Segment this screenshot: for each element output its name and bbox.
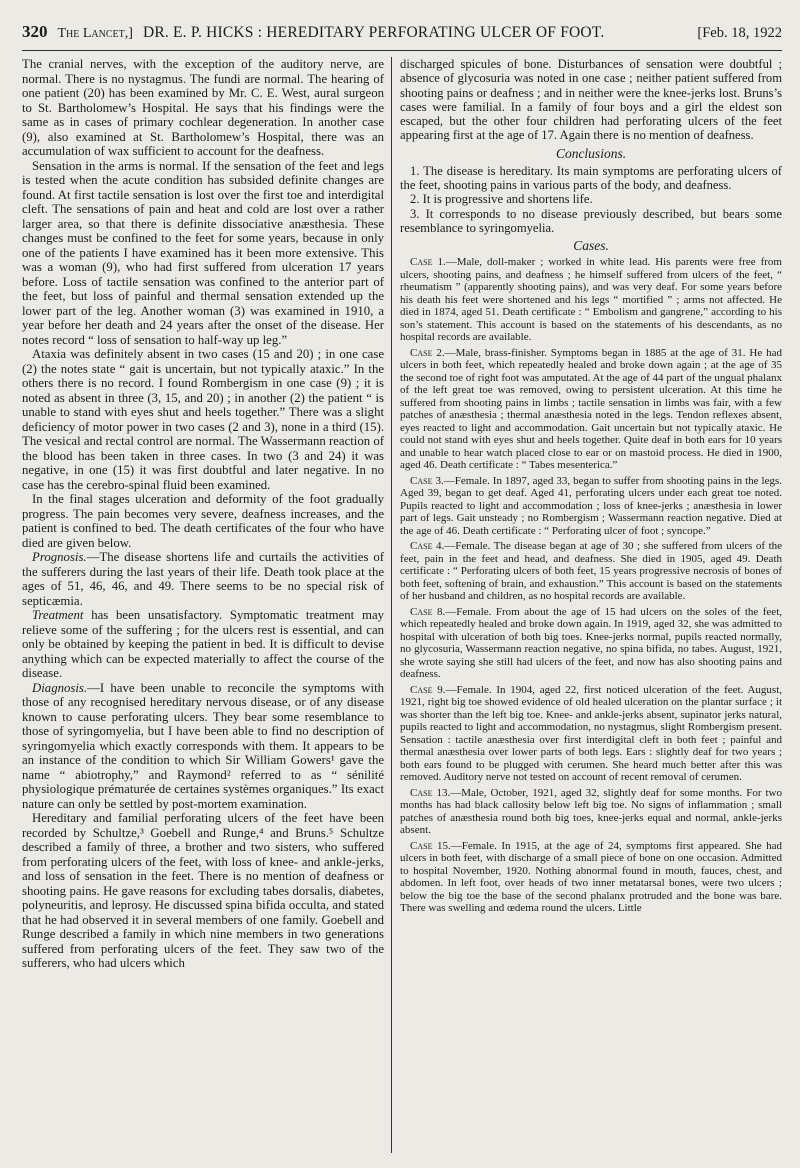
column-divider bbox=[391, 57, 392, 1153]
journal-name: The Lancet,] bbox=[57, 26, 133, 41]
text-columns bbox=[22, 57, 782, 1153]
body-paragraph bbox=[22, 492, 384, 550]
case-report bbox=[400, 347, 782, 472]
case-label: Case 9. bbox=[410, 683, 446, 696]
case-label: Case 8. bbox=[410, 605, 446, 618]
case-label: Case 2. bbox=[410, 346, 445, 359]
left-column bbox=[22, 57, 389, 1153]
cases-list bbox=[400, 256, 782, 915]
case-label: Case 1. bbox=[410, 256, 446, 269]
paragraph-text: Hereditary and familial perforating ulcers of the feet have been recorded by Schultze,³ Goebell and Runge,⁴ and Bruns.⁵ Schultze described a family of three, a brother and two sisters, who suffered from perforating ulcers of the feet, with loss of knee- and ankle-jerks, and loss of sensation in the feet. There is no mention of deafness or shooting pains. He gave reasons for excluding tabes dorsalis, diabetes, polyneuritis, and leprosy. He discussed spina bifida occulta, and stated that he had observed it in several members of one family. Goebell and Runge described a family in which nine members in two generations suffered from perforating ulcers of the feet. They saw two of the sufferers, who had ulcers which bbox=[22, 811, 385, 970]
running-header bbox=[22, 22, 782, 48]
right-column bbox=[394, 57, 782, 1153]
case-report bbox=[400, 256, 782, 344]
body-paragraph bbox=[22, 347, 384, 492]
case-text: —Female. In 1897, aged 33, began to suffer from shooting pains in the legs. Aged 39, began to get deaf. Aged 41, perforating ulcers under each great toe noted. Pupils reacted to light and accommodation ; loss of knee-jerks ; anæsthesia in lower part of legs. Gait unsteady ; no Rombergism ; Wassermann reaction negative. Died at the age of 46. Death certificate : “ Perforating ulcer of foot ; syncope.” bbox=[400, 474, 782, 537]
case-label: Case 15. bbox=[410, 839, 451, 852]
paragraph-text: —I have been unable to reconcile the symptoms with those of any recognised hereditary nervous disease, or of any disease known to cause perforating ulcers. They bear some resemblance to those of syringomyelia, but I have been able to find no description of syringomyelia which exactly corresponds with them. It appears to be an instance of the condition to which Sir William Gowers¹ gave the name “ abiotrophy,” and Raymond² referred to as “ sénilité physiologique prématurée de certaines systèmes organiques.” Its exact nature can only be settled by post-mortem examination. bbox=[22, 680, 385, 811]
paragraph-lead: Prognosis. bbox=[32, 550, 87, 564]
case-report bbox=[400, 840, 782, 915]
issue-date: [Feb. 18, 1922 bbox=[697, 25, 782, 41]
case-report bbox=[400, 684, 782, 784]
case-text: —Female. The disease began at age of 30 ; she suffered from ulcers of the feet, pain in the feet and head, and deafness. She died in 1905, aged 49. Death certificate : “ Perforating ulcers of both feet, 15 years progressive necrosis of bones of both feet, softening of brain, and exhaustion.” This account is based on the statements of her husband and children, as no hospital records are available. bbox=[400, 540, 782, 603]
paragraph-text: In the final stages ulceration and deformity of the foot gradually progress. The pain becomes very severe, deafness increases, and the patient is confined to bed. The death certificates of the four who have died are given below. bbox=[22, 492, 385, 550]
conclusion-item: 2. It is progressive and shortens life. bbox=[410, 192, 593, 207]
conclusion-item: 1. The disease is hereditary. Its main symptoms are perforating ulcers of the feet, shooting pains in various parts of the body, and deafness. bbox=[400, 163, 782, 193]
paragraph-lead: Treatment bbox=[32, 608, 84, 622]
case-report bbox=[400, 787, 782, 837]
case-report bbox=[400, 475, 782, 538]
body-paragraph bbox=[22, 811, 384, 971]
body-paragraph bbox=[22, 159, 384, 348]
page-number: 320 bbox=[22, 22, 48, 41]
body-paragraph bbox=[22, 550, 384, 608]
continued-paragraph: discharged spicules of bone. Disturbances of sensation were doubtful ; absence of glycosuria was noted in one case ; neither patient suffered from shooting pains or deafness ; and in neither were the knee-jerks lost. Bruns’s cases were familial. In a family of four boys and a girl the eldest son escaped, but the other four children had perforating ulcers of the feet appearing first at the age of 17. Again there is no mention of deafness. bbox=[400, 57, 782, 143]
case-text: —Male, October, 1921, aged 32, slightly deaf for some months. For two months has had black callosity below left big toe. No signs of inflammation ; small patches of anæsthesia round both big toes, knee-jerks equal and normal, ankle-jerks absent. bbox=[400, 786, 782, 837]
conclusions-list bbox=[400, 164, 782, 235]
paragraph-text: —The disease shortens life and curtails the activities of the sufferers during the last years of their life. Death took place at the ages of 51, 46, 46, and 49. There seems to be no special risk of septicæmia. bbox=[22, 550, 385, 608]
case-text: —Female. In 1915, at the age of 24, symptoms first appeared. She had ulcers in both feet, with discharge of a small piece of bone on one occasion. Admitted to hospital November, 1920. Nothing abnormal found in mouth, fauces, chest, and abdomen. In left foot, over heads of two inner metatarsal bones, were two ulcers ; below the big toe the base of the second phalanx protruded and the bone was bare. There was swelling and œdema round the ulcers. Little bbox=[400, 839, 782, 915]
cases-heading: Cases. bbox=[573, 238, 609, 254]
case-label: Case 4. bbox=[410, 540, 445, 553]
case-report bbox=[400, 540, 782, 603]
conclusions-heading: Conclusions. bbox=[555, 145, 627, 161]
paragraph-text: The cranial nerves, with the exception of the auditory nerve, are normal. There is no nystagmus. The fundi are normal. The hearing of one patient (20) has been examined by Mr. C. E. West, aural surgeon to St. Bartholomew’s Hospital. He says that his findings were the same as in cases of primary cochlear degeneration. In another case (9), also examined at St. Bartholomew’s Hospital, there was an accumulation of wax sufficient to account for the deafness. bbox=[22, 57, 385, 158]
case-text: —Female. From about the age of 15 had ulcers on the soles of the feet, which repeatedly healed and broke down again. In 1919, aged 32, she was admitted to hospital with ulceration of both big toes. Knee-jerks normal, pupils reacted normally, no glycosuria, Wassermann reaction negative, no spina bifida, no tabes. August, 1921, she wrote saying she still had ulcers of the feet, and now has also shooting pains and deafness. bbox=[400, 605, 782, 681]
article-title: DR. E. P. HICKS : HEREDITARY PERFORATING ULCER OF FOOT. bbox=[142, 24, 605, 41]
case-text: —Male, brass-finisher. Symptoms began in 1885 at the age of 31. He had ulcers in both feet, which repeatedly healed and broke down again ; at the age of 35 the second toe of right foot was amputated. At the age of 44 part of the ungual phalanx of the left great toe was removed, owing to persistent ulceration. At this time he suffered from shooting pains in limbs ; tactile sensation in limbs was fair, with a few patches of anæsthesia ; thermal anæsthesia noted in the legs. Tendon reflexes absent, eyes reacted to light and accommodation. Gait uncertain but not typically ataxic. He could not stand with eyes shut and heels together. Quite deaf in both ears for 10 years and unable to hear watch placed close to ear or on mastoid process. He died in 1900, aged 46. Death certificate : “ Tabes mesenterica.” bbox=[400, 346, 782, 472]
case-label: Case 13. bbox=[410, 786, 451, 799]
case-text: —Male, doll-maker ; worked in white lead. His parents were free from ulcers, shooting pains, and deafness ; he himself suffered from ulcers of the feet, “ rheumatism ” (apparently shooting pains), and was very deaf. For some years before his death his feet were shortened and his legs “ mortified ” ; arms not affected. He died in 1874, aged 51. Death certificate : “ Embolism and gangrene,” according to his son’s statement. This account is based on the statements of his descendants, as no hospital records are available. bbox=[400, 256, 782, 344]
conclusion-item: 3. It corresponds to no disease previously described, but bears some resemblance to syringomyelia. bbox=[400, 206, 782, 235]
paragraph-text: Sensation in the arms is normal. If the sensation of the feet and legs is tested when the acute condition has subsided definite changes are found. At first tactile sensation is lost over the first toe and interdigital cleft. The sensations of pain and heat and cold are lost over a rather larger area, so that there is definite dissociative anæsthesia. These changes must be confined to the feet for some years, because in only one of the patients I have examined has it been more extensive. This was a woman (9), who had first suffered from ulceration 17 years before. Loss of tactile sensation was confined to the anterior part of the feet, but loss of painful and thermal sensation extended up the lower part of the leg. Another woman (3) was examined in 1910, a year before her death and 24 years after the onset of the disease. Her notes record “ loss of sensation to half-way up leg.” bbox=[22, 158, 385, 347]
case-text: —Female. In 1904, aged 22, first noticed ulceration of the feet. August, 1921, right big toe showed evidence of old healed ulceration on the plantar surface ; it was shorter than the left big toe. Knee- and ankle-jerks absent, supinator jerks natural, pupils reacted to light and accommodation, no nystagmus, slight Rombergism present. Sensation : tactile anæsthesia over first interdigital cleft in both feet ; painful and thermal anæsthesia over lower parts of both legs. Ears : slightly deaf for two years ; both ears found to be plugged with cerumen. She heard much better after this was removed. Auditory nerve not tested on account of recent removal of cerumen. bbox=[400, 683, 782, 784]
paragraph-text: Ataxia was definitely absent in two cases (15 and 20) ; in one case (2) the notes state “ gait is uncertain, but not typically ataxic.” In the others there is no record. I found Rombergism in one case (9) ; it is noted as absent in three (3, 15, and 20) ; in another (2) the patient “ is unable to stand with eyes shut and heels together.” There was a slight deficiency of motor power in two cases (2 and 3), none in a third (15). The vesical and rectal control are normal. The Wassermann reaction of the blood has been taken in three cases. In two (3 and 24) it was negative, in one (15) it was first doubtful and later negative. In no case has the cerebro-spinal fluid been examined. bbox=[22, 347, 385, 492]
case-label: Case 3. bbox=[410, 474, 444, 487]
paragraph-lead: Diagnosis. bbox=[32, 680, 88, 695]
body-paragraph bbox=[22, 681, 384, 812]
body-paragraph bbox=[22, 57, 384, 159]
paragraph-text: has been unsatisfactory. Symptomatic treatment may relieve some of the suffering ; for the ulcers rest is essential, and can only be obtained by keeping the patient in bed. It is difficult to devise anything which can be expected materially to affect the course of the disease. bbox=[22, 608, 385, 680]
header-rule bbox=[22, 50, 782, 51]
body-paragraph bbox=[22, 608, 384, 681]
case-report bbox=[400, 606, 782, 681]
